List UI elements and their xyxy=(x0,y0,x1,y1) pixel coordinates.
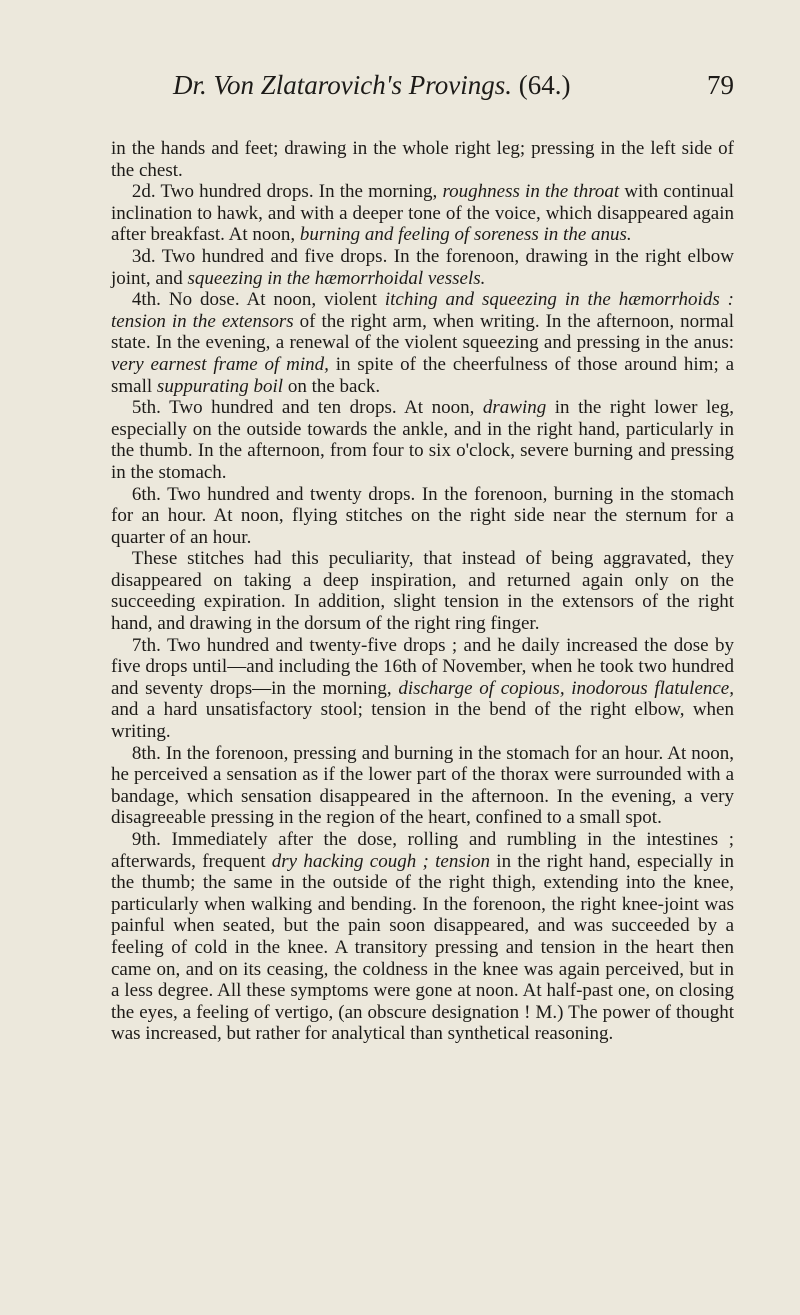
text-run: 7th. Two hundred and twenty-five drops ; and he daily increased the dose by five drops until—and including the 16th of November, when he took two hundred and seventy drops—in the morning, xyxy=(111,634,734,699)
italic-run: roughness in the throat xyxy=(442,181,620,203)
text-run: and a hard unsatisfactory stool; tension in the bend of the right elbow, when writing. xyxy=(111,699,734,743)
text-run: 3d. Two hundred and five drops. In the forenoon, drawing in the right elbow joint, and xyxy=(111,245,734,289)
running-head-text xyxy=(173,70,571,101)
section-number: (64.) xyxy=(518,70,571,100)
paragraph-day-8 xyxy=(111,743,734,829)
italic-run: discharge of copious, inodorous flatulence, xyxy=(398,677,734,699)
text-run: 2d. Two hundred drops. In the morning, xyxy=(131,181,443,203)
italic-run: dry hacking cough ; tension xyxy=(271,850,491,872)
text-run: 4th. No dose. At noon, violent xyxy=(131,289,385,311)
running-title: Dr. Von Zlatarovich's Provings. xyxy=(173,70,513,100)
text-run: of the right arm, when writing. In the afternoon, normal state. In the evening, a renewal of the violent squeezing and pressing in the anus: xyxy=(111,310,734,354)
text-run: in the right hand, especially in the thumb; the same in the outside of the right thigh, extending into the knee, particularly when walking and bending. In the forenoon, the right knee-joint was painful when seated, but the pain soon disappeared, and was succeeded by a feeling of cold in the knee. A transitory pressing and tension in the heart then came on, and on its ceasing, the coldness in the knee was again perceived, but in a less degree. All these symptoms were gone at noon. At half-past one, on closing the eyes, a feeling of vertigo, (an obscure designation ! M.) The power of thought was increased, but rather for analytical than synthetical reasoning. xyxy=(111,850,734,1045)
page-number: 79 xyxy=(707,70,734,100)
running-header xyxy=(111,70,734,110)
italic-run: very earnest frame of mind, xyxy=(111,353,329,375)
text-run: in the right lower leg, especially on the outside towards the ankle, and in the right hand, particularly in the thumb. In the afternoon, from four to six o'clock, severe burning and pressing in the stomach. xyxy=(111,397,734,483)
paragraph-day-2 xyxy=(111,181,734,246)
italic-run: squeezing in the hæmorrhoidal vessels. xyxy=(187,267,486,289)
paragraph-continuation xyxy=(111,138,734,181)
paragraph-day-3 xyxy=(111,246,734,289)
body-text xyxy=(111,138,734,1045)
italic-run: drawing xyxy=(482,397,547,419)
paragraph-day-7 xyxy=(111,635,734,743)
text-run: 8th. In the forenoon, pressing and burning in the stomach for an hour. At noon, he perceived a sensation as if the lower part of the thorax were surrounded with a bandage, which sensation disappeared in the afternoon. In the evening, a very disagreeable pressing in the region of the heart, confined to a small spot. xyxy=(111,742,734,829)
text-run: in the hands and feet; drawing in the whole right leg; pressing in the left side of the chest. xyxy=(111,138,734,181)
text-run: These stitches had this peculiarity, that instead of being aggravated, they disappeared on taking a deep inspiration, and returned again only on the succeeding expiration. In addition, slight tension in the extensors of the right hand, and drawing in the dorsum of the right ring finger. xyxy=(111,548,734,635)
paragraph-day-4 xyxy=(111,289,734,397)
paragraph-day-6 xyxy=(111,484,734,549)
text-run: on the back. xyxy=(283,375,381,397)
text-run: in spite of the cheerfulness of those around him; a small xyxy=(111,353,735,397)
paragraph-stitches-note xyxy=(111,548,734,634)
text-run: 5th. Two hundred and ten drops. At noon, xyxy=(131,397,483,419)
paragraph-day-5 xyxy=(111,397,734,483)
paragraph-day-9 xyxy=(111,829,734,1045)
italic-run: burning and feeling of soreness in the anus. xyxy=(299,224,632,246)
text-run: 9th. Immediately after the dose, rolling and rumbling in the intestines ; afterwards, frequent xyxy=(111,829,734,872)
italic-run: itching and squeezing in the hæmorrhoids : tension in the extensors xyxy=(111,289,734,332)
text-run: 6th. Two hundred and twenty drops. In the forenoon, burning in the stomach for an hour. At noon, flying stitches on the right side near the sternum for a quarter of an hour. xyxy=(111,483,734,548)
text-run: with continual inclination to hawk, and with a deeper tone of the voice, which disappeared again after breakfast. At noon, xyxy=(111,181,734,246)
italic-run: suppurating boil xyxy=(156,375,284,397)
